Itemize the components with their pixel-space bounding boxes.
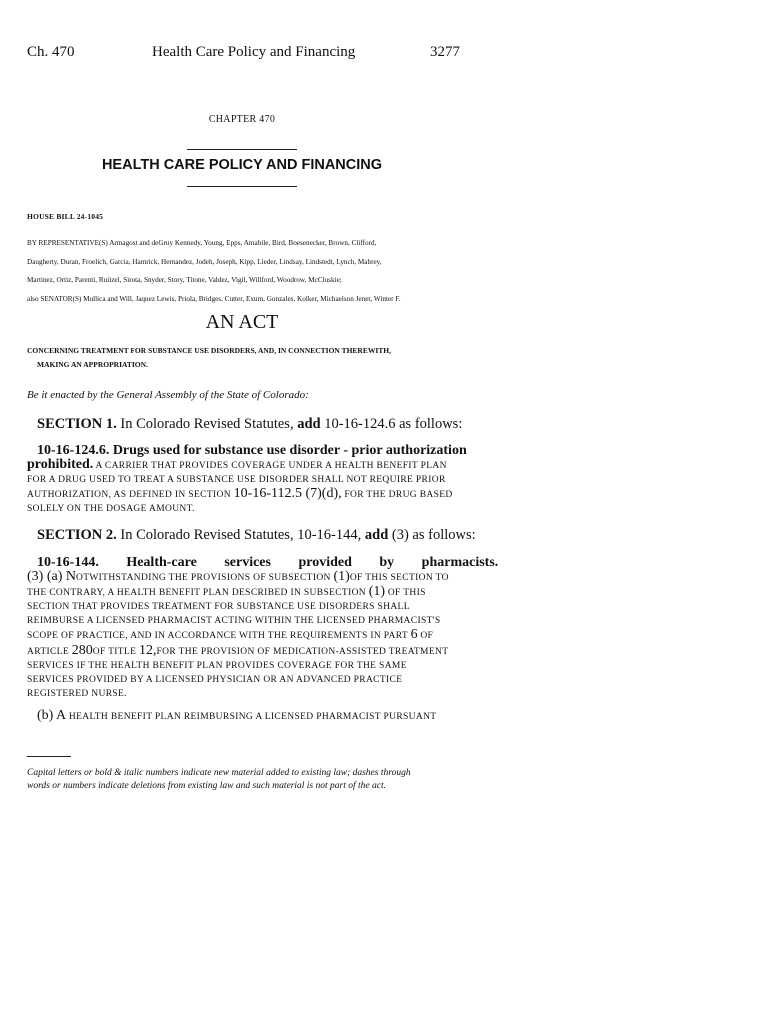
page-number: 3277 (430, 44, 460, 60)
body-line: SOLELY ON THE DOSAGE AMOUNT. (27, 504, 195, 515)
concerning-clause (27, 344, 459, 371)
section-text: In Colorado Revised Statutes, (120, 416, 294, 432)
body-line: REIMBURSE A LICENSED PHARMACIST ACTING WITHIN THE LICENSED PHARMACIST'S (27, 616, 441, 627)
concerning-line: MAKING AN APPROPRIATION. (37, 359, 148, 369)
statute-heading: 10-16-124.6. Drugs used for substance use disorder - prior authorization (37, 443, 467, 458)
sponsors-line: also SENATOR(S) Mullica and Will, Jaquez Lewis, Priola, Bridges, Cutter, Exum, Gonzales, Kolker, Michaelson Jenet, Winter F. (27, 294, 401, 303)
body-line (27, 585, 459, 600)
body-line (27, 570, 459, 585)
section-text: In Colorado Revised Statutes, 10-16-144, (120, 527, 362, 543)
body-text: A CARRIER THAT PROVIDES COVERAGE UNDER A HEALTH BENEFIT PLAN (95, 461, 447, 472)
footnote-rule (27, 756, 71, 757)
concerning-line: CONCERNING TREATMENT FOR SUBSTANCE USE DISORDERS, AND, IN CONNECTION THEREWITH, (27, 346, 391, 355)
sponsors-line: Martinez, Ortiz, Parenti, Ruiizel, Sirota, Snyder, Story, Titone, Valdez, Vigil, Willford, Woodrow, McCluskie; (27, 276, 342, 284)
body-text: AUTHORIZATION, AS DEFINED IN SECTION (27, 490, 231, 501)
sponsors-line: BY REPRESENTATIVE(S) Armagost and deGruy Kennedy, Young, Epps, Amabile, Bird, Boesenecker, Brown, Clifford, (27, 239, 377, 247)
body-line (27, 644, 459, 659)
section-label: SECTION 2. (37, 527, 117, 543)
section-2-heading (37, 527, 476, 544)
body-text: SCOPE OF PRACTICE, AND IN ACCORDANCE WITH THE REQUIREMENTS IN PART (27, 631, 408, 642)
sponsors-block (27, 234, 459, 308)
enacting-clause: Be it enacted by the General Assembly of the State of Colorado: (27, 389, 309, 401)
body-text: OTWITHSTANDING THE PROVISIONS OF SUBSECTION (75, 573, 331, 584)
body-line: SERVICES PROVIDED BY A LICENSED PHYSICIAN OR AN ADVANCED PRACTICE (27, 674, 403, 685)
body-text: THE CONTRARY, A HEALTH BENEFIT PLAN DESCRIBED IN SUBSECTION (27, 588, 367, 599)
body-line (27, 487, 459, 502)
act-heading: AN ACT (205, 311, 279, 333)
subsection-b (37, 709, 469, 724)
statute-heading: prohibited. (27, 457, 94, 473)
body-text: OF TITLE (92, 646, 137, 657)
chapter-number: Ch. 470 (27, 44, 75, 60)
section-label: SECTION 1. (37, 416, 117, 432)
chapter-label: CHAPTER 470 (208, 114, 276, 125)
body-line: REGISTERED NURSE. (27, 688, 127, 699)
statute-heading: 10-16-144. Health-care services provided by pharmacists. (37, 555, 499, 570)
body-text: FOR THE DRUG BASED (344, 490, 453, 501)
body-line: SERVICES IF THE HEALTH BENEFIT PLAN PROVIDES COVERAGE FOR THE SAME (27, 660, 407, 671)
section-verb: add (297, 416, 321, 432)
citation: 6 (410, 627, 418, 643)
body-text: OF THIS (387, 588, 426, 599)
citation: 10-16-112.5 (7)(d), (233, 486, 342, 502)
body-text: FOR THE PROVISION OF MEDICATION-ASSISTED TREATMENT (156, 646, 449, 657)
section-1-body (27, 443, 467, 516)
body-line (27, 458, 459, 473)
section-text: 10-16-124.6 as follows: (324, 416, 463, 432)
body-text: ARTICLE (27, 646, 69, 657)
citation: 280 (71, 642, 93, 658)
section-verb: add (364, 527, 389, 543)
body-text: OF (420, 631, 434, 642)
title-rule-top (187, 149, 297, 150)
body-text: HEALTH BENEFIT PLAN REIMBURSING A LICENSED PHARMACIST PURSUANT (68, 712, 437, 722)
body-text: (b) A (37, 708, 67, 723)
footnote-line: Capital letters or bold & italic numbers indicate new material added to existing law; dashes through (27, 768, 411, 778)
citation: (1) (368, 584, 386, 600)
sponsors-line: Daugherty, Duran, Froelich, Garcia, Hamrick, Hernandez, Jodeh, Joseph, Kipp, Lieder, Lindsay, Lindstedt, Lynch, Mabrey, (27, 257, 382, 266)
footnote (27, 767, 459, 792)
page-title: HEALTH CARE POLICY AND FINANCING (101, 157, 383, 173)
citation: 12, (139, 642, 157, 658)
running-title: Health Care Policy and Financing (152, 44, 356, 60)
section-2-body (27, 555, 499, 701)
body-line (37, 709, 469, 724)
body-text: (3) (a) N (27, 569, 76, 585)
body-line: SECTION THAT PROVIDES TREATMENT FOR SUBSTANCE USE DISORDERS SHALL (27, 602, 410, 613)
section-text: (3) as follows: (391, 527, 476, 543)
citation: (1) (333, 569, 350, 585)
body-line (27, 628, 459, 643)
section-1-heading (37, 416, 462, 433)
body-line: FOR A DRUG USED TO TREAT A SUBSTANCE USE DISORDER SHALL NOT REQUIRE PRIOR (27, 475, 446, 486)
footnote-line: words or numbers indicate deletions from existing law and such material is not part of the act. (27, 780, 386, 791)
bill-number: HOUSE BILL 24-1045 (27, 212, 104, 221)
title-rule-bottom (187, 186, 297, 187)
body-text: OF THIS SECTION TO (349, 573, 449, 584)
